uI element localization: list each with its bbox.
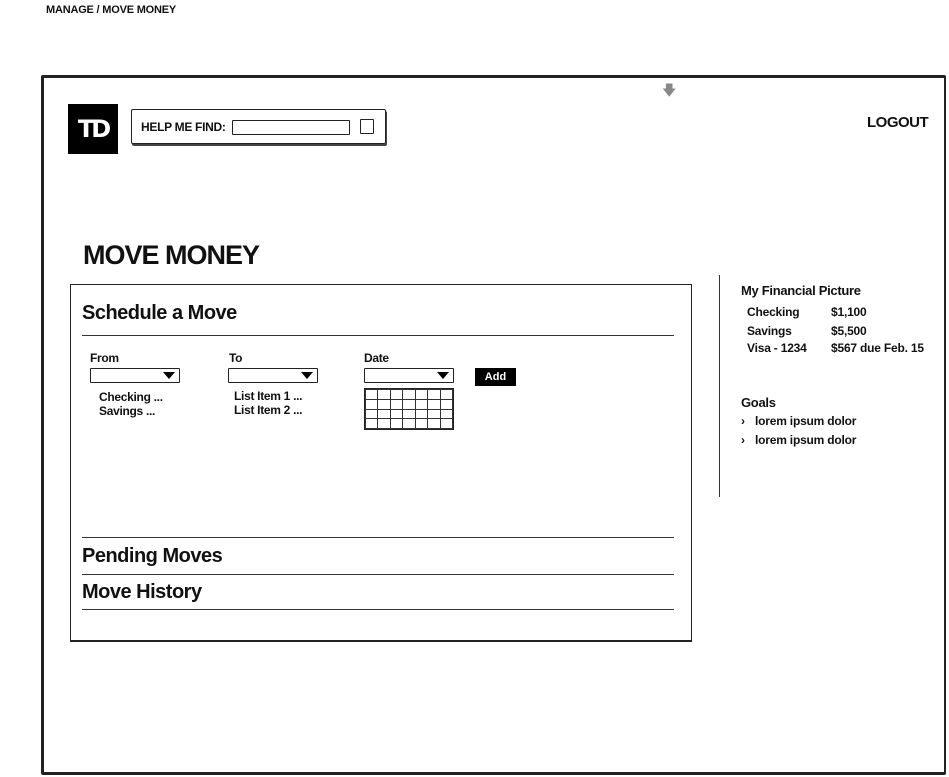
page-title: MOVE MONEY: [83, 240, 260, 270]
account-name-savings[interactable]: Savings: [747, 324, 792, 338]
goal-item-label: lorem ipsum dolor: [755, 433, 857, 447]
arrow-down-icon[interactable]: 🡇: [662, 82, 677, 98]
chevron-right-icon: ›: [741, 414, 745, 428]
to-label: To: [229, 351, 243, 365]
date-calendar[interactable]: [364, 388, 454, 430]
move-money-panel: [70, 284, 692, 642]
goal-item-label: lorem ipsum dolor: [755, 414, 857, 428]
sidebar-divider: [719, 275, 720, 497]
goal-item[interactable]: [741, 433, 856, 447]
caret-down-icon: [437, 372, 449, 379]
from-option-savings[interactable]: Savings ...: [99, 404, 156, 418]
help-me-find-input[interactable]: [232, 120, 350, 135]
account-name-checking[interactable]: Checking: [747, 305, 800, 319]
divider: [82, 335, 674, 336]
to-option-2[interactable]: List Item 2 ...: [234, 403, 303, 417]
account-name-visa[interactable]: Visa - 1234: [747, 341, 807, 355]
account-value-checking: $1,100: [831, 305, 867, 319]
help-me-find-label: HELP ME FIND:: [141, 120, 226, 134]
date-label: Date: [364, 351, 389, 365]
date-dropdown[interactable]: [364, 368, 454, 383]
caret-down-icon: [163, 372, 175, 379]
schedule-move-heading[interactable]: Schedule a Move: [82, 302, 237, 324]
pending-moves-heading[interactable]: Pending Moves: [82, 545, 223, 567]
from-label: From: [90, 351, 119, 365]
from-dropdown[interactable]: [90, 368, 180, 383]
caret-down-icon: [301, 372, 313, 379]
divider: [82, 609, 674, 610]
divider: [82, 537, 674, 538]
goals-title: Goals: [741, 395, 776, 410]
breadcrumb: MANAGE / MOVE MONEY: [46, 4, 177, 16]
search-button[interactable]: [360, 119, 374, 134]
goal-item[interactable]: [741, 414, 856, 428]
account-value-savings: $5,500: [831, 324, 867, 338]
to-dropdown[interactable]: [228, 368, 318, 383]
financial-picture-title: My Financial Picture: [741, 283, 861, 298]
td-logo[interactable]: TD: [68, 104, 118, 154]
from-option-checking[interactable]: Checking ...: [99, 390, 163, 404]
chevron-right-icon: ›: [741, 433, 745, 447]
help-me-find-box: [131, 109, 386, 144]
add-button[interactable]: Add: [475, 368, 516, 386]
account-value-visa: $567 due Feb. 15: [831, 341, 924, 355]
logout-link[interactable]: LOGOUT: [867, 114, 929, 131]
move-history-heading[interactable]: Move History: [82, 581, 202, 603]
divider: [82, 574, 674, 575]
to-option-1[interactable]: List Item 1 ...: [234, 389, 303, 403]
